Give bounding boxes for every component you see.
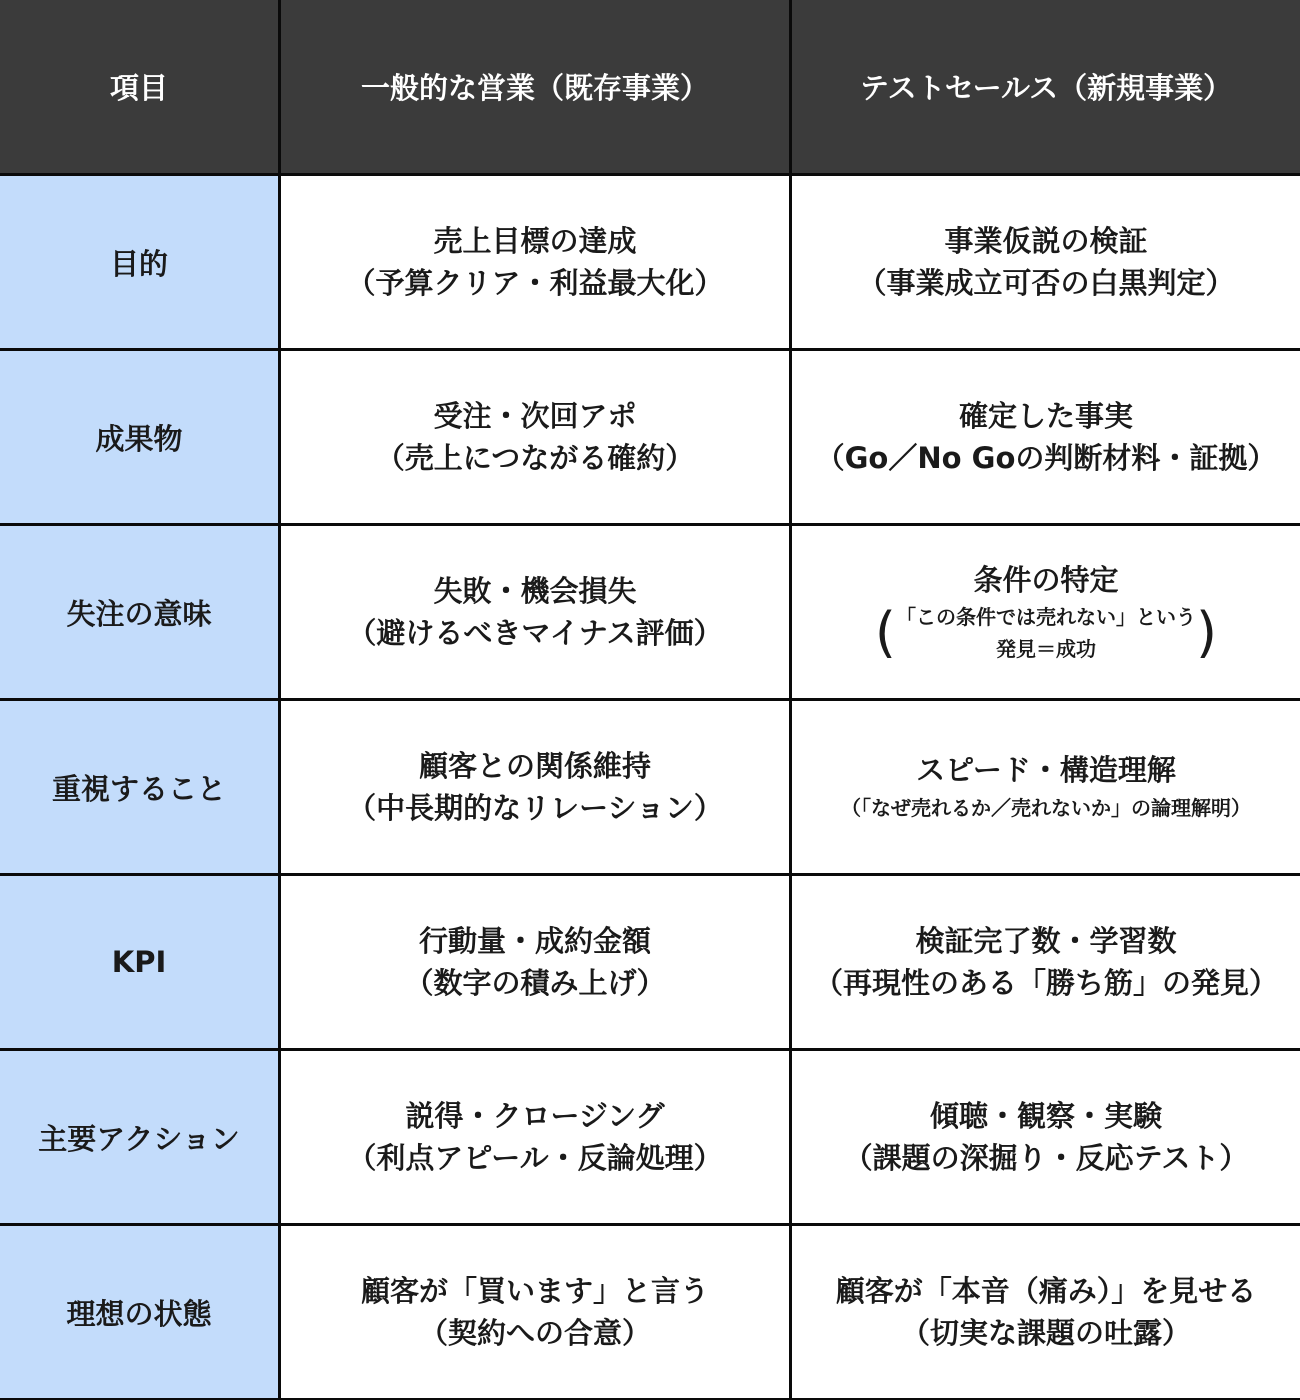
paren-content xyxy=(896,601,1196,665)
header-item xyxy=(0,0,278,173)
row-label-purpose xyxy=(0,176,278,348)
cell-line: 条件の特定 xyxy=(973,563,1119,597)
cell-line: スピード・構造理解 xyxy=(916,753,1176,787)
cell-test-ideal-state xyxy=(792,1226,1300,1398)
close-paren: ) xyxy=(1196,601,1218,664)
cell-general-priority xyxy=(281,701,789,873)
cell-general-ideal-state xyxy=(281,1226,789,1398)
cell-test-main-action xyxy=(792,1051,1300,1223)
open-paren: ( xyxy=(874,601,896,664)
cell-line: 売上目標の達成 xyxy=(433,224,637,258)
header-test-sales xyxy=(792,0,1300,173)
cell-line: （利点アピール・反論処理） xyxy=(347,1141,723,1175)
cell-line: 顧客との関係維持 xyxy=(418,749,651,783)
cell-line: 顧客が「買います」と言う xyxy=(360,1274,709,1308)
header-general-sales-text: 一般的な営業（既存事業） xyxy=(360,71,709,105)
cell-test-kpi xyxy=(792,876,1300,1048)
cell-line: 確定した事実 xyxy=(958,399,1133,433)
row-label-kpi xyxy=(0,876,278,1048)
cell-general-kpi xyxy=(281,876,789,1048)
header-general-sales xyxy=(281,0,789,173)
paren-group xyxy=(875,601,1217,665)
row-label-deliverable xyxy=(0,351,278,523)
cell-line: （事業成立可否の白黒判定） xyxy=(857,266,1235,300)
cell-line: 失敗・機会損失 xyxy=(433,574,637,608)
cell-test-lost-deal xyxy=(792,526,1300,698)
row-label-text: KPI xyxy=(111,945,167,979)
cell-test-priority xyxy=(792,701,1300,873)
cell-line: （課題の深掘り・反応テスト） xyxy=(843,1141,1249,1175)
cell-line: 受注・次回アポ xyxy=(433,399,637,433)
cell-general-purpose xyxy=(281,176,789,348)
row-label-main-action xyxy=(0,1051,278,1223)
row-label-text: 理想の状態 xyxy=(66,1296,212,1331)
cell-general-lost-deal xyxy=(281,526,789,698)
cell-line: （中長期的なリレーション） xyxy=(347,791,723,825)
cell-line: （契約への合意） xyxy=(418,1316,651,1350)
cell-line: （売上につながる確約） xyxy=(375,441,695,475)
cell-line: 事業仮説の検証 xyxy=(944,224,1148,258)
header-test-sales-text: テストセールス（新規事業） xyxy=(859,71,1233,105)
cell-line: 行動量・成約金額 xyxy=(418,924,651,958)
cell-general-deliverable xyxy=(281,351,789,523)
cell-general-main-action xyxy=(281,1051,789,1223)
cell-test-purpose xyxy=(792,176,1300,348)
cell-line: 検証完了数・学習数 xyxy=(915,924,1177,958)
cell-test-deliverable xyxy=(792,351,1300,523)
row-label-ideal-state xyxy=(0,1226,278,1398)
cell-line: （切実な課題の吐露） xyxy=(900,1316,1191,1350)
row-label-text: 重視すること xyxy=(51,771,226,806)
header-item-text: 項目 xyxy=(109,71,168,105)
cell-line: 発見＝成功 xyxy=(996,637,1096,661)
cell-line: （再現性のある「勝ち筋」の発見） xyxy=(813,966,1278,1000)
cell-line: 説得・クロージング xyxy=(405,1099,665,1133)
cell-line: 「この条件では売れない」という xyxy=(896,605,1196,629)
row-label-lost-deal xyxy=(0,526,278,698)
cell-line: （数字の積み上げ） xyxy=(404,966,666,1000)
cell-line: （予算クリア・利益最大化） xyxy=(346,266,724,300)
row-label-text: 目的 xyxy=(109,246,168,281)
row-label-text: 主要アクション xyxy=(38,1121,240,1156)
row-label-text: 失注の意味 xyxy=(66,596,212,631)
cell-line: （Go／No Goの判断材料・証拠） xyxy=(815,441,1277,475)
row-label-priority xyxy=(0,701,278,873)
cell-line: （避けるべきマイナス評価） xyxy=(347,616,723,650)
cell-line: （「なぜ売れるか／売れないか」の論理解明） xyxy=(841,796,1251,820)
row-label-text: 成果物 xyxy=(95,421,183,456)
cell-line: 顧客が「本音（痛み）」を見せる xyxy=(835,1274,1257,1308)
cell-line: 傾聴・観察・実験 xyxy=(929,1099,1162,1133)
